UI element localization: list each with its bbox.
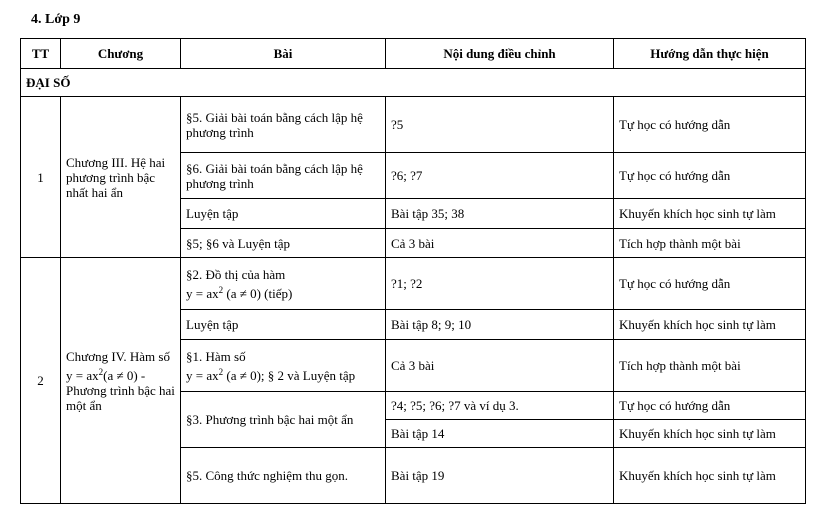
section-title: ĐẠI SỐ bbox=[21, 69, 806, 97]
content-cell: Cả 3 bài bbox=[386, 229, 614, 258]
header-row bbox=[21, 39, 806, 69]
content-cell: Cả 3 bài bbox=[386, 340, 614, 392]
lesson-cell: §1. Hàm số $y = ax^2$ (a ≠ 0); § 2 và Luyện tập bbox=[181, 340, 386, 392]
chapter-cell: Chương III. Hệ hai phương trình bậc nhất hai ẩn bbox=[61, 97, 181, 258]
table-row bbox=[21, 97, 806, 153]
lesson-cell: Luyện tập bbox=[181, 310, 386, 340]
content-cell: Bài tập 8; 9; 10 bbox=[386, 310, 614, 340]
content-cell: Bài tập 14 bbox=[386, 420, 614, 448]
guide-cell: Tích hợp thành một bài bbox=[614, 229, 806, 258]
guide-cell: Khuyến khích học sinh tự làm bbox=[614, 199, 806, 229]
table-row bbox=[21, 258, 806, 310]
content-cell: ?5 bbox=[386, 97, 614, 153]
lesson-cell: §5. Công thức nghiệm thu gọn. bbox=[181, 448, 386, 504]
col-header-tt: TT bbox=[21, 39, 61, 69]
adjustment-table bbox=[20, 38, 806, 504]
lesson-cell: §5; §6 và Luyện tập bbox=[181, 229, 386, 258]
chapter-formula: $y = ax^2(a \ne 0)$ - bbox=[66, 366, 146, 383]
lesson-formula: $y = ax^2$ (a ≠ 0) (tiếp) bbox=[186, 284, 293, 301]
guide-cell: Tự học có hướng dẫn bbox=[614, 153, 806, 199]
content-cell: Bài tập 35; 38 bbox=[386, 199, 614, 229]
guide-cell: Tự học có hướng dẫn bbox=[614, 97, 806, 153]
guide-cell: Tự học có hướng dẫn bbox=[614, 392, 806, 420]
lesson-cell: §6. Giải bài toán bằng cách lập hệ phương trình bbox=[181, 153, 386, 199]
col-header-guide: Hướng dẫn thực hiện bbox=[614, 39, 806, 69]
col-header-chapter: Chương bbox=[61, 39, 181, 69]
chapter-line: Chương IV. Hàm số bbox=[66, 348, 170, 364]
guide-cell: Khuyến khích học sinh tự làm bbox=[614, 310, 806, 340]
col-header-content: Nội dung điều chỉnh bbox=[386, 39, 614, 69]
guide-cell: Tự học có hướng dẫn bbox=[614, 258, 806, 310]
guide-cell: Tích hợp thành một bài bbox=[614, 340, 806, 392]
content-cell: ?4; ?5; ?6; ?7 và ví dụ 3. bbox=[386, 392, 614, 420]
row-number: 1 bbox=[21, 97, 61, 258]
lesson-cell: §3. Phương trình bậc hai một ẩn bbox=[181, 392, 386, 448]
chapter-cell bbox=[61, 258, 181, 504]
row-number: 2 bbox=[21, 258, 61, 504]
guide-cell: Khuyến khích học sinh tự làm bbox=[614, 448, 806, 504]
content-cell: ?6; ?7 bbox=[386, 153, 614, 199]
content-cell: ?1; ?2 bbox=[386, 258, 614, 310]
lesson-cell: Luyện tập bbox=[181, 199, 386, 229]
section-row bbox=[21, 69, 806, 97]
guide-cell: Khuyến khích học sinh tự làm bbox=[614, 420, 806, 448]
chapter-line: Phương trình bậc hai một ẩn bbox=[66, 382, 175, 413]
col-header-lesson: Bài bbox=[181, 39, 386, 69]
heading: 4. Lớp 9 bbox=[31, 12, 81, 27]
lesson-cell: §5. Giải bài toán bằng cách lập hệ phương trình bbox=[181, 97, 386, 153]
lesson-cell: §2. Đồ thị của hàm $y = ax^2$ (a ≠ 0) (tiếp) bbox=[181, 258, 386, 310]
lesson-formula: $y = ax^2$ (a ≠ 0); § 2 và Luyện tập bbox=[186, 366, 356, 383]
content-cell: Bài tập 19 bbox=[386, 448, 614, 504]
